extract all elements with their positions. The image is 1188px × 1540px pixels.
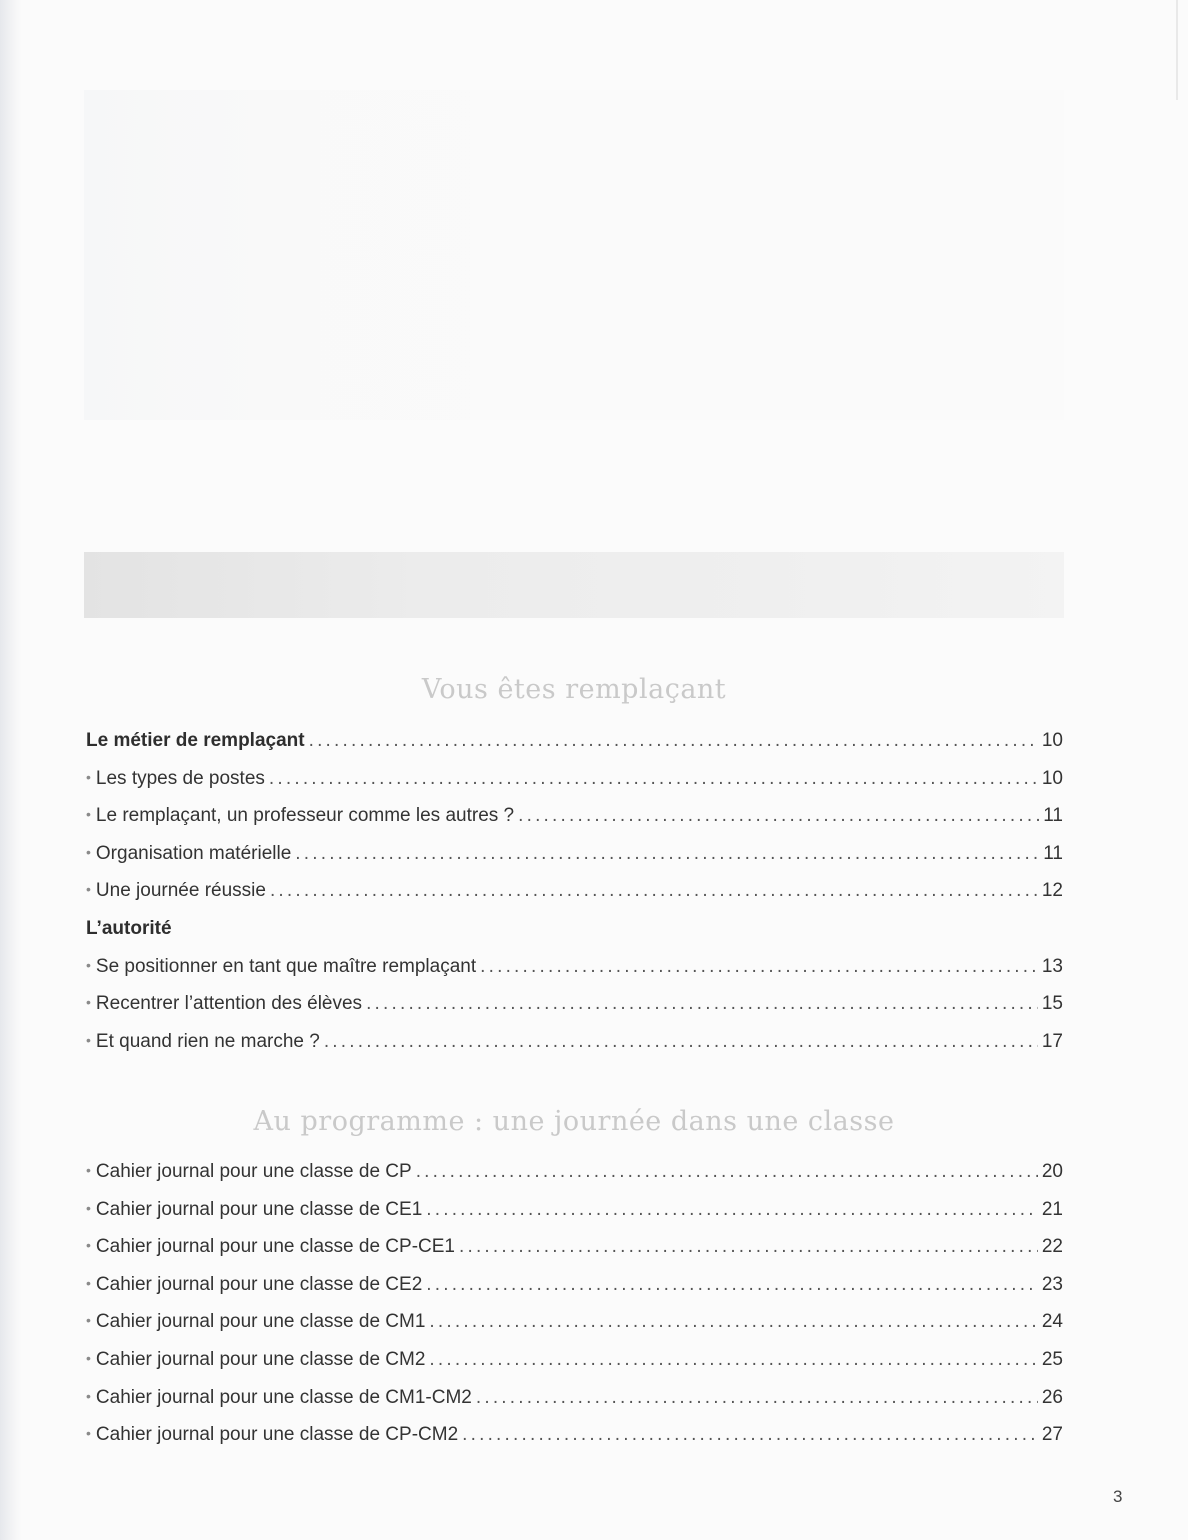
dot-leader: [476, 1387, 1038, 1409]
section-title-programme: Au programme : une journée dans une classe: [253, 1106, 895, 1137]
dot-leader: [324, 1031, 1038, 1053]
dot-leader: [269, 768, 1038, 790]
bullet-icon: •: [86, 806, 91, 823]
toc-entry-page: 17: [1041, 1030, 1063, 1052]
header-band: [84, 552, 1064, 618]
bullet-icon: •: [86, 956, 91, 973]
toc-entry-page: 10: [1041, 730, 1063, 751]
bullet-icon: •: [86, 1274, 91, 1291]
faded-image-area: [84, 90, 1064, 420]
toc-entry[interactable]: [86, 1387, 1063, 1425]
section-title-remplacant: Vous êtes remplaçant: [421, 674, 727, 705]
toc-entry[interactable]: [86, 805, 1063, 843]
toc-entry[interactable]: [86, 956, 1063, 994]
bullet-icon: •: [86, 1031, 91, 1048]
bullet-icon: •: [86, 1387, 91, 1404]
toc-entry[interactable]: [86, 730, 1063, 768]
dot-leader: [459, 1236, 1038, 1258]
toc-entry[interactable]: [86, 1424, 1063, 1462]
toc-entry-page: 25: [1041, 1348, 1063, 1370]
toc-entry-page: 24: [1041, 1311, 1063, 1333]
toc-entry[interactable]: [86, 843, 1063, 881]
toc-entry[interactable]: [86, 1199, 1063, 1237]
dot-leader: [309, 730, 1038, 752]
dot-leader: [366, 993, 1038, 1015]
toc-entry-label: L’autorité: [86, 917, 172, 939]
dot-leader: [429, 1349, 1037, 1371]
bullet-icon: •: [86, 1199, 91, 1216]
dot-leader: [426, 1274, 1038, 1296]
toc-entry-page: 21: [1041, 1198, 1063, 1220]
toc-entry-label: Cahier journal pour une classe de CP-CM2: [95, 1424, 459, 1446]
toc-entry-label: Cahier journal pour une classe de CM1: [95, 1311, 426, 1333]
toc-entry-page: 11: [1043, 805, 1063, 827]
toc-entry[interactable]: [86, 880, 1063, 918]
bullet-icon: •: [86, 994, 91, 1011]
toc-list-remplacant: [86, 730, 1063, 1068]
toc-entry-page: 10: [1041, 767, 1063, 789]
bullet-icon: •: [86, 1237, 91, 1254]
toc-entry-label: Cahier journal pour une classe de CE2: [95, 1273, 423, 1295]
dot-leader: [426, 1199, 1038, 1221]
toc-entry-label: Cahier journal pour une classe de CE1: [95, 1198, 423, 1220]
toc-entry[interactable]: [86, 1031, 1063, 1069]
bullet-icon: •: [86, 881, 91, 898]
toc-entry-label: Et quand rien ne marche ?: [95, 1030, 320, 1052]
page-edge: [1176, 0, 1178, 100]
toc-entry-page: 12: [1041, 880, 1063, 902]
page-number: 3: [1113, 1487, 1123, 1506]
toc-heading[interactable]: [86, 918, 1063, 956]
toc-entry-label: Se positionner en tant que maître remplaçant: [95, 955, 477, 977]
toc-list-programme: [86, 1161, 1063, 1462]
dot-leader: [480, 956, 1038, 978]
toc-entry-label: Le remplaçant, un professeur comme les autres ?: [95, 805, 515, 827]
toc-entry[interactable]: [86, 1311, 1063, 1349]
toc-entry-label: Organisation matérielle: [95, 842, 292, 864]
dot-leader: [462, 1424, 1038, 1446]
dot-leader: [429, 1311, 1037, 1333]
toc-entry-label: Une journée réussie: [95, 880, 266, 902]
dot-leader: [295, 843, 1039, 865]
toc-entry-label: Recentrer l’attention des élèves: [95, 993, 363, 1015]
toc-entry-page: 11: [1043, 842, 1063, 864]
toc-entry-page: 13: [1041, 955, 1063, 977]
toc-entry-page: 22: [1041, 1236, 1063, 1258]
bullet-icon: •: [86, 1425, 91, 1442]
toc-entry[interactable]: [86, 1161, 1063, 1199]
toc-entry[interactable]: [86, 768, 1063, 806]
dot-leader: [416, 1161, 1038, 1183]
toc-entry-label: Cahier journal pour une classe de CP-CE1: [95, 1236, 455, 1258]
toc-entry-label: Les types de postes: [95, 767, 265, 789]
toc-entry[interactable]: [86, 993, 1063, 1031]
toc-entry-label: Cahier journal pour une classe de CM1-CM2: [95, 1386, 472, 1408]
bullet-icon: •: [86, 1312, 91, 1329]
dot-leader: [270, 880, 1038, 902]
toc-entry[interactable]: [86, 1349, 1063, 1387]
toc-entry[interactable]: [86, 1274, 1063, 1312]
bullet-icon: •: [86, 1162, 91, 1178]
toc-entry-label: Cahier journal pour une classe de CP: [95, 1161, 412, 1182]
toc-entry-page: 23: [1041, 1273, 1063, 1295]
toc-entry[interactable]: [86, 1236, 1063, 1274]
toc-entry-page: 26: [1041, 1386, 1063, 1408]
toc-entry-page: 15: [1041, 993, 1063, 1015]
dot-leader: [518, 805, 1039, 827]
bullet-icon: •: [86, 768, 91, 785]
page-binding-shadow: [0, 0, 22, 1540]
toc-entry-page: 20: [1041, 1161, 1063, 1182]
toc-entry-label: Le métier de remplaçant: [86, 730, 305, 751]
toc-entry-page: 27: [1041, 1424, 1063, 1446]
bullet-icon: •: [86, 1349, 91, 1366]
bullet-icon: •: [86, 843, 91, 860]
toc-entry-label: Cahier journal pour une classe de CM2: [95, 1348, 426, 1370]
